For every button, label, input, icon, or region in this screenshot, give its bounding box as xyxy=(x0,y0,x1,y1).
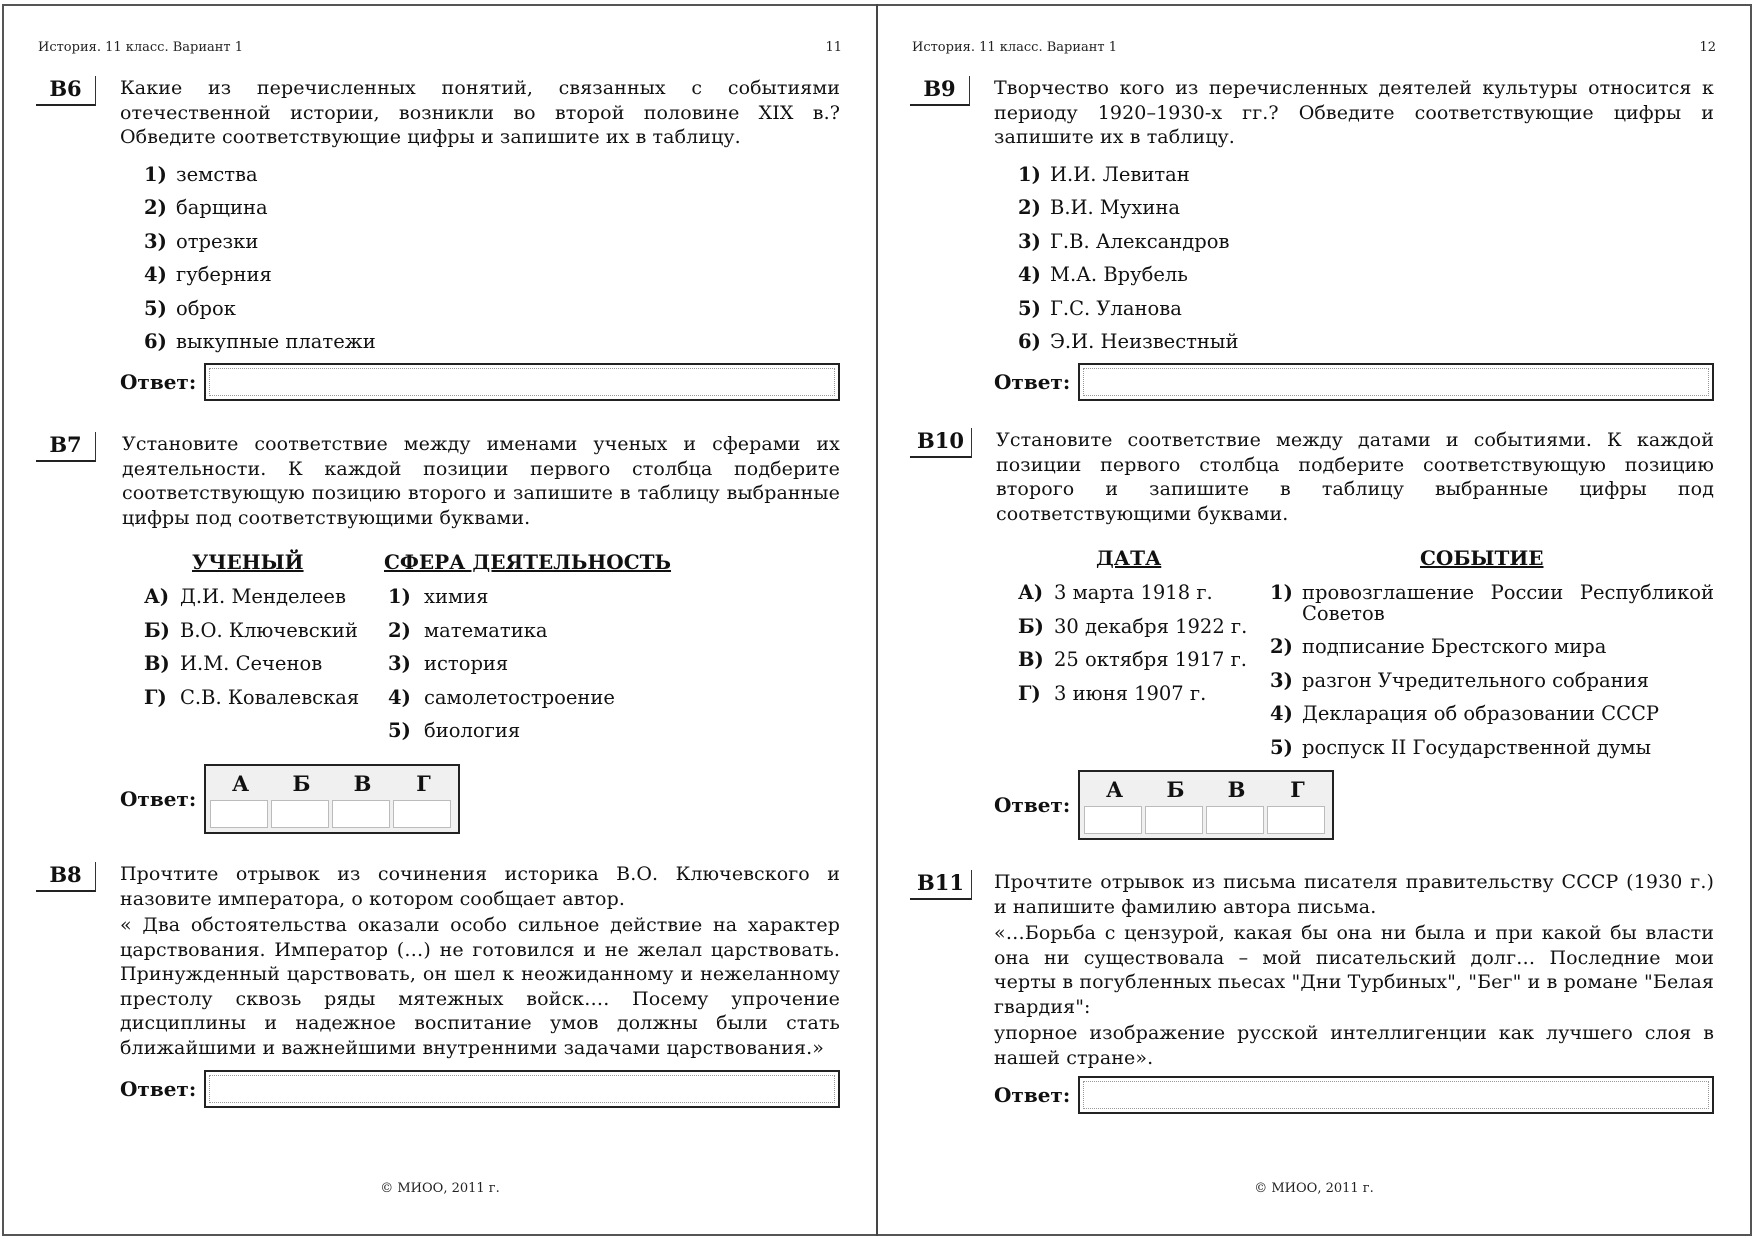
match-item: 5) роспуск II Государственной думы xyxy=(1270,735,1652,759)
fields-column xyxy=(388,580,615,748)
task-b10 xyxy=(910,428,1714,840)
match-item: 2) математика xyxy=(388,618,548,642)
answer-cell-b[interactable] xyxy=(271,800,329,828)
task-text: Установите соответствие между именами ученых и сферами их деятельности. К каждой позиции первого столбца подберите соответствующую позицию второго и запишите в таблицу выбранные цифры под соответствующими буквами. xyxy=(122,433,840,529)
match-item: Г) С.В. Ковалевская xyxy=(144,685,360,709)
option-item[interactable] xyxy=(144,225,840,259)
task-number: B9 xyxy=(910,76,970,106)
task-text: Установите соответствие между датами и событиями. К каждой позиции первого столбца подберите соответствующую позицию второго и запишите в таблицу выбранные цифры под соответствующими буквами. xyxy=(996,429,1714,525)
scientists-column xyxy=(144,580,388,748)
column-header-field: СФЕРА ДЕЯТЕЛЬНОСТЬ xyxy=(384,550,672,574)
option-item[interactable] xyxy=(1018,325,1714,359)
page-number: 12 xyxy=(1699,40,1716,55)
task-b9 xyxy=(910,76,1714,401)
task-text: Прочтите отрывок из письма писателя правительству СССР (1930 г.) и напишите фамилию автора письма. xyxy=(994,871,1714,918)
option-number: 5) xyxy=(144,296,167,320)
match-item: 4) Декларация об образовании СССР xyxy=(1270,702,1660,725)
option-item[interactable] xyxy=(144,258,840,292)
task-number: B8 xyxy=(36,862,96,892)
task-b8 xyxy=(36,862,840,1108)
column-header-event: СОБЫТИЕ xyxy=(1420,546,1544,570)
task-number: B11 xyxy=(910,870,972,900)
answer-cell-a[interactable] xyxy=(210,800,268,828)
option-number: 3) xyxy=(1018,229,1041,253)
option-number: 1) xyxy=(144,162,167,186)
answer-grid-row xyxy=(120,764,840,834)
answer-input[interactable] xyxy=(204,363,840,401)
column-header-scientist: УЧЕНЫЙ xyxy=(192,550,304,574)
task-b7 xyxy=(36,432,840,834)
option-text: барщина xyxy=(176,196,268,219)
match-item: А) Д.И. Менделеев xyxy=(144,585,346,608)
match-headers xyxy=(996,546,1714,570)
answer-input[interactable] xyxy=(1078,1076,1714,1114)
footer-copyright: © МИОО, 2011 г. xyxy=(1254,1181,1374,1196)
match-item: 1) химия xyxy=(388,585,489,608)
answer-cell-g[interactable] xyxy=(393,800,451,828)
option-number: 4) xyxy=(1018,263,1041,286)
task-number: B7 xyxy=(36,432,96,462)
grid-letter: Б xyxy=(1166,777,1185,802)
option-number: 6) xyxy=(144,330,167,353)
option-item[interactable] xyxy=(144,191,840,225)
answer-cell-g[interactable] xyxy=(1267,806,1325,834)
option-text: Г.В. Александров xyxy=(1050,229,1230,253)
page-number: 11 xyxy=(825,40,842,55)
match-item: 2) подписание Брестского мира xyxy=(1270,635,1607,658)
option-text: М.А. Врубель xyxy=(1050,263,1188,286)
answer-label: Ответ: xyxy=(994,793,1071,817)
task-quote-continued: упорное изображение русской интеллигенции как лучшего слоя в нашей стране». xyxy=(994,1022,1714,1069)
grid-letter: А xyxy=(231,770,250,796)
option-number: 1) xyxy=(1018,162,1041,186)
header-title: История. 11 класс. Вариант 1 xyxy=(912,40,1118,55)
match-item: Б) В.О. Ключевский xyxy=(144,618,358,642)
answer-row xyxy=(994,363,1714,401)
answer-label: Ответ: xyxy=(120,786,197,811)
match-item: 3) история xyxy=(388,652,509,675)
options-list xyxy=(1018,158,1714,359)
answer-row xyxy=(120,1070,840,1108)
match-item: А) 3 марта 1918 г. xyxy=(1018,581,1213,604)
match-item: В) И.М. Сеченов xyxy=(144,652,323,675)
match-columns xyxy=(996,576,1714,764)
answer-cell-b[interactable] xyxy=(1145,806,1203,834)
option-text: Г.С. Уланова xyxy=(1050,296,1182,320)
option-number: 3) xyxy=(144,229,167,253)
task-b11 xyxy=(910,870,1714,1114)
match-item: Г) 3 июня 1907 г. xyxy=(1018,681,1207,705)
option-number: 5) xyxy=(1018,296,1041,320)
option-text: земства xyxy=(176,162,258,186)
running-head xyxy=(38,40,842,55)
task-text: Какие из перечисленных понятий, связанных с событиями отечественной истории, возникли во второй половине XIX в.? Обведите соответствующие цифры и запишите их в таблицу. xyxy=(120,77,840,148)
option-item[interactable] xyxy=(1018,225,1714,259)
options-list xyxy=(144,158,840,359)
answer-input[interactable] xyxy=(204,1070,840,1108)
task-number: B10 xyxy=(910,428,972,458)
option-item[interactable] xyxy=(144,158,840,192)
option-text: Э.И. Неизвестный xyxy=(1050,330,1239,353)
task-number: B6 xyxy=(36,76,96,106)
answer-row xyxy=(120,363,840,401)
option-text: отрезки xyxy=(176,229,259,253)
option-item[interactable] xyxy=(1018,292,1714,326)
answer-cell-a[interactable] xyxy=(1084,806,1142,834)
grid-letter: А xyxy=(1105,777,1124,802)
option-text: выкупные платежи xyxy=(176,330,376,353)
answer-grid xyxy=(204,764,460,834)
grid-letter: Б xyxy=(292,770,311,796)
task-quote: « Два обстоятельства оказали особо сильное действие на характер царствования. Император (…) не готовился и не желал царствовать. Принужденный царствовать, он шел к неожиданному и нежеланному престолу сквозь ряды мятежных войск…. Посему упрочение дисциплины и надежное воспитание умов должны были стать ближайшими и важнейшими внутренними задачами царствования.» xyxy=(120,914,840,1059)
grid-letter: В xyxy=(353,770,372,796)
option-text: И.И. Левитан xyxy=(1050,162,1190,186)
grid-letter: Г xyxy=(416,770,431,796)
answer-label: Ответ: xyxy=(120,369,197,394)
match-item: 5) биология xyxy=(388,719,521,742)
answer-input[interactable] xyxy=(1078,363,1714,401)
option-item[interactable] xyxy=(1018,258,1714,292)
answer-label: Ответ: xyxy=(120,1077,197,1101)
answer-grid xyxy=(1078,770,1334,840)
grid-letter: Г xyxy=(1290,777,1305,802)
answer-label: Ответ: xyxy=(994,1083,1071,1107)
option-item[interactable] xyxy=(1018,158,1714,192)
option-item[interactable] xyxy=(144,292,840,326)
column-header-date: ДАТА xyxy=(1096,546,1162,570)
answer-grid-row xyxy=(994,770,1714,840)
dates-column xyxy=(1018,576,1270,764)
option-number: 6) xyxy=(1018,330,1041,353)
match-item: В) 25 октября 1917 г. xyxy=(1018,648,1247,671)
right-page xyxy=(878,4,1750,1236)
running-head xyxy=(912,40,1716,55)
task-text: Творчество кого из перечисленных деятелей культуры относится к периоду 1920–1930-х гг.? Обведите соответствующие цифры и запишите их в таблицу. xyxy=(994,77,1714,148)
match-item: 3) разгон Учредительного собрания xyxy=(1270,668,1649,692)
match-columns xyxy=(122,580,840,748)
header-title: История. 11 класс. Вариант 1 xyxy=(38,40,244,55)
option-number: 2) xyxy=(144,196,167,219)
grid-letter: В xyxy=(1227,777,1246,802)
task-text: Прочтите отрывок из сочинения историка В.О. Ключевского и назовите императора, о котором сообщает автор. xyxy=(120,863,840,910)
task-b6 xyxy=(36,76,840,401)
answer-cell-v[interactable] xyxy=(1206,806,1264,834)
match-headers xyxy=(122,550,840,574)
answer-label: Ответ: xyxy=(994,369,1071,394)
option-number: 4) xyxy=(144,263,167,286)
footer-copyright: © МИОО, 2011 г. xyxy=(380,1181,500,1196)
task-quote: «…Борьба с цензурой, какая бы она ни была и при какой бы власти она ни существовала – мой писательский долг… Последние мои черты в погубленных пьесах "Дни Турбиных", "Бег" и в романе "Белая гвардия": xyxy=(994,922,1714,1018)
answer-cell-v[interactable] xyxy=(332,800,390,828)
option-item[interactable] xyxy=(144,325,840,359)
option-text: губерния xyxy=(176,263,272,286)
option-item[interactable] xyxy=(1018,191,1714,225)
answer-row xyxy=(994,1076,1714,1114)
match-item: Б) 30 декабря 1922 г. xyxy=(1018,614,1248,638)
option-text: оброк xyxy=(176,296,236,320)
left-page xyxy=(4,4,876,1236)
match-item: 4) самолетостроение xyxy=(388,685,615,709)
option-text: В.И. Мухина xyxy=(1050,196,1180,219)
option-number: 2) xyxy=(1018,196,1041,219)
events-column xyxy=(1270,576,1714,764)
match-item: 1) провозглашение России Республикой Советов xyxy=(1270,581,1714,625)
